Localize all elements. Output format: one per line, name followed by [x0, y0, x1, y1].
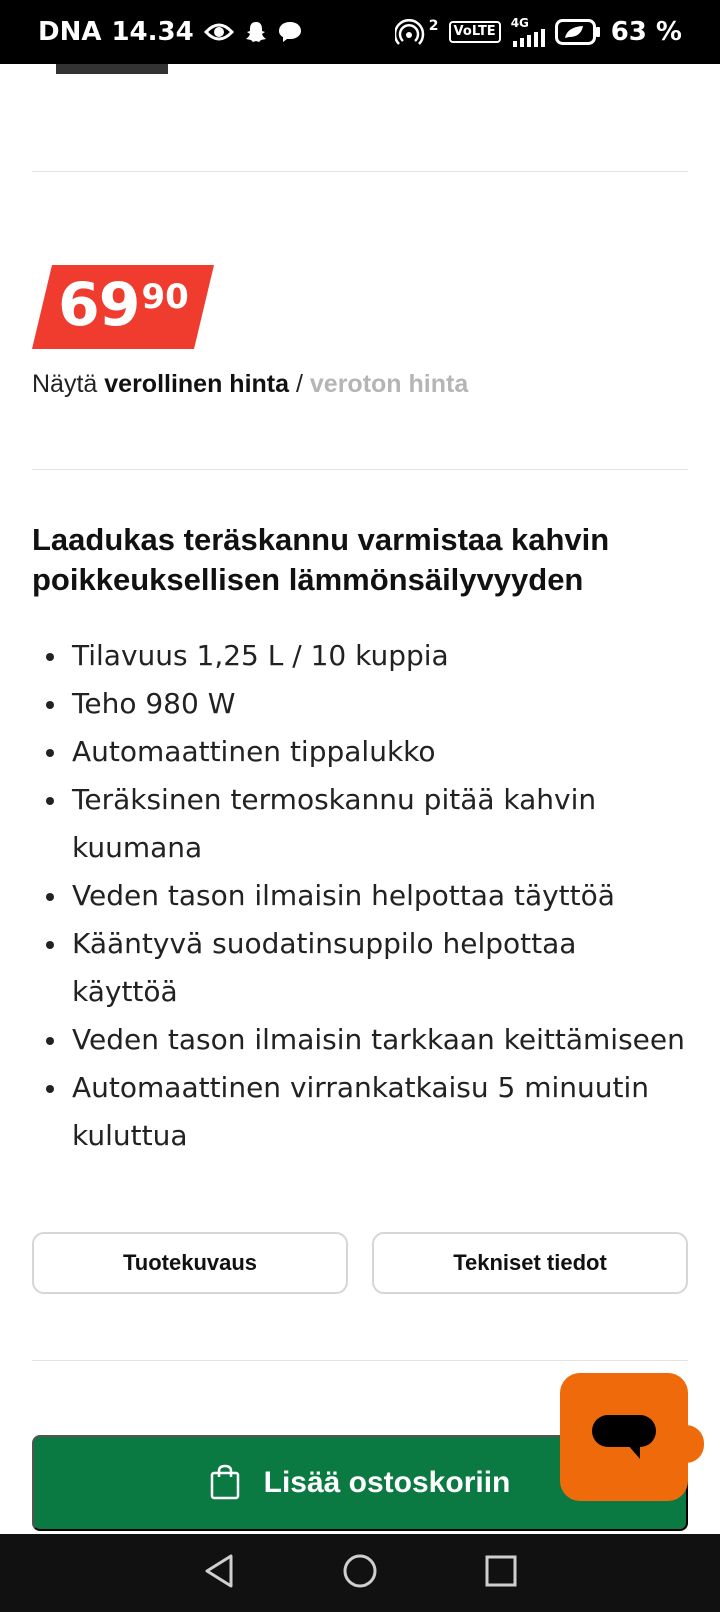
tax-separator: /	[295, 370, 303, 398]
signal-icon	[511, 17, 545, 47]
tax-toggle	[32, 370, 468, 399]
list-item: Automaattinen virrankatkaisu 5 minuutin kuluttua	[32, 1064, 688, 1160]
chat-icon	[592, 1415, 656, 1463]
product-headline: Laadukas teräskannu varmistaa kahvin poikkeuksellisen lämmönsäilyvyyden	[32, 522, 610, 597]
list-item: Teräksinen termoskannu pitää kahvin kuumana	[32, 776, 688, 872]
price-badge	[32, 265, 214, 349]
nav-home-icon[interactable]	[342, 1553, 378, 1594]
hotspot-icon	[395, 19, 439, 45]
chat-button[interactable]	[560, 1373, 688, 1501]
list-item: Tilavuus 1,25 L / 10 kuppia	[32, 632, 688, 680]
tax-incl-option[interactable]: verollinen hinta	[104, 370, 290, 398]
list-item: Veden tason ilmaisin tarkkaan keittämiseen	[32, 1016, 688, 1064]
technical-specs-button[interactable]: Tekniset tiedot	[372, 1232, 688, 1294]
snapchat-icon	[244, 20, 268, 44]
nav-recents-icon[interactable]	[485, 1555, 517, 1592]
divider	[32, 1360, 688, 1361]
clock: 14.34	[111, 17, 194, 47]
list-item: Automaattinen tippalukko	[32, 728, 688, 776]
list-item: Teho 980 W	[32, 680, 688, 728]
carrier-name: DNA	[38, 17, 102, 47]
shopping-bag-icon	[210, 1464, 240, 1503]
list-item: Veden tason ilmaisin helpottaa täyttöä	[32, 872, 688, 920]
nav-back-icon[interactable]	[203, 1553, 235, 1594]
volte-indicator: VoLTE	[449, 21, 501, 43]
info-button-row	[32, 1232, 688, 1294]
price-decimal: 90	[141, 277, 189, 317]
status-left	[38, 17, 302, 47]
status-bar	[0, 0, 720, 64]
tax-toggle-prefix: Näytä	[32, 370, 98, 398]
system-nav-bar	[0, 1534, 720, 1612]
feature-list	[32, 632, 688, 1160]
hotspot-count: 2	[428, 18, 439, 34]
messenger-icon	[278, 21, 302, 43]
add-to-cart-label: Lisää ostoskoriin	[263, 1466, 511, 1499]
header-remnant	[56, 64, 168, 74]
divider	[32, 171, 688, 172]
price-value	[58, 269, 189, 341]
status-right	[395, 17, 682, 47]
chat-button-tab	[676, 1425, 704, 1463]
eye-icon	[204, 21, 234, 43]
battery-icon	[555, 19, 601, 45]
divider	[32, 469, 688, 470]
price-integer: 69	[58, 270, 140, 340]
tax-excl-option[interactable]: veroton hinta	[309, 370, 469, 398]
battery-level: 63 %	[610, 17, 682, 47]
network-type: 4G	[510, 16, 529, 30]
list-item: Kääntyvä suodatinsuppilo helpottaa käyttöä	[32, 920, 688, 1016]
product-description-button[interactable]: Tuotekuvaus	[32, 1232, 348, 1294]
